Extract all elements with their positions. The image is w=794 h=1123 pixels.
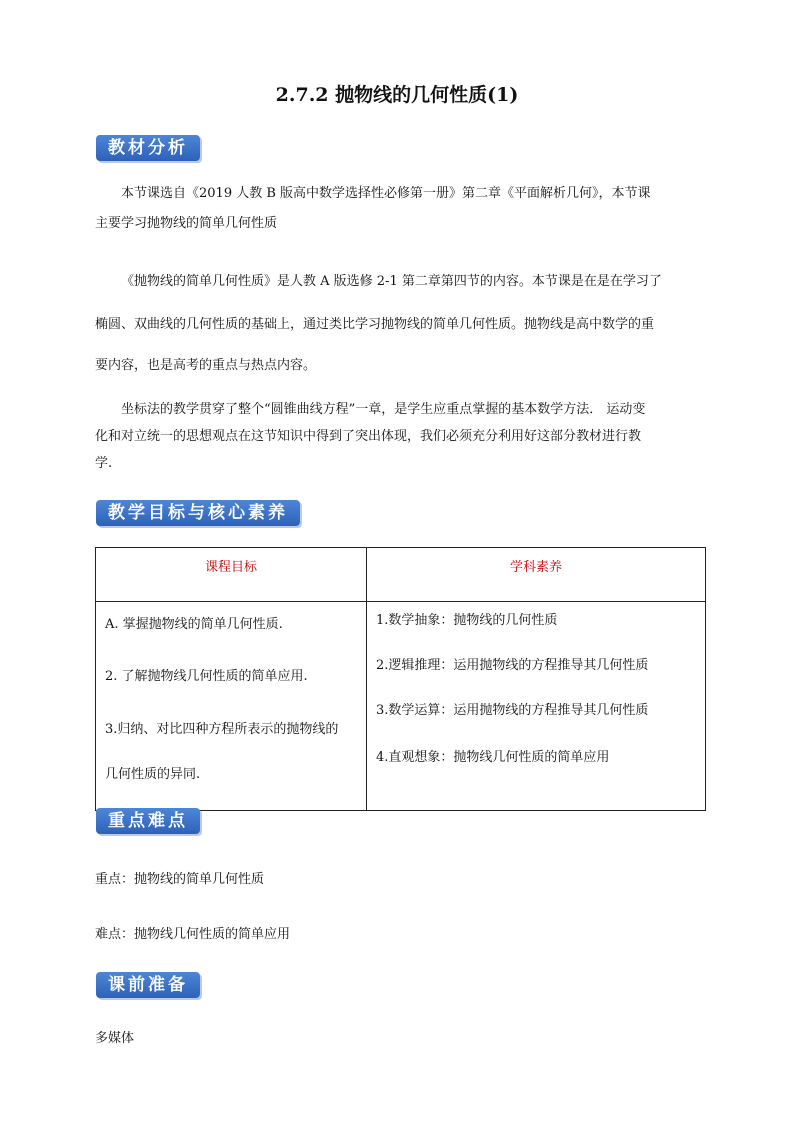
section-badge-textbook-analysis: 教材分析 [96, 135, 200, 161]
section-badge-key-points: 重点难点 [96, 808, 200, 834]
section-badge-preparation: 课前准备 [96, 972, 200, 998]
difficult-point-text: 难点：抛物线几何性质的简单应用 [95, 927, 291, 942]
course-goal-item: 3.归纳、对比四种方程所表示的抛物线的 [105, 722, 339, 737]
analysis-para-2-line-1: 《抛物线的简单几何性质》是人教 A 版选修 2-1 第二章第四节的内容。本节课是在是在学习了 [121, 274, 662, 289]
literacy-item: 4.直观想象：抛物线几何性质的简单应用 [376, 750, 610, 765]
table-header-course-goals: 课程目标 [96, 548, 367, 602]
course-goal-item: A. 掌握抛物线的简单几何性质. [105, 617, 283, 632]
analysis-para-3-line-3: 学. [95, 456, 113, 471]
analysis-para-1-line-1: 本节课选自《2019 人教 B 版高中数学选择性必修第一册》第二章《平面解析几何》，本节课 [121, 186, 651, 201]
objectives-table [95, 547, 706, 811]
literacy-item: 2.逻辑推理：运用抛物线的方程推导其几何性质 [376, 658, 649, 673]
course-goal-item: 2. 了解抛物线几何性质的简单应用. [105, 669, 308, 684]
preparation-text: 多媒体 [95, 1031, 135, 1046]
literacy-item: 1.数学抽象：抛物线的几何性质 [376, 613, 558, 628]
section-badge-objectives: 教学目标与核心素养 [96, 500, 300, 526]
analysis-para-2-line-3: 要内容，也是高考的重点与热点内容。 [95, 358, 317, 373]
course-goals-cell [97, 603, 365, 809]
subject-literacy-cell [368, 603, 704, 809]
literacy-item: 3.数学运算：运用抛物线的方程推导其几何性质 [376, 703, 649, 718]
page-title: 2.7.2 抛物线的几何性质(1) [275, 84, 519, 106]
analysis-para-1-line-2: 主要学习抛物线的简单几何性质 [95, 216, 278, 231]
table-header-subject-literacy: 学科素养 [367, 548, 706, 602]
analysis-para-3-line-1: 坐标法的教学贯穿了整个“圆锥曲线方程”一章，是学生应重点掌握的基本数学方法． 运动变 [121, 402, 646, 417]
key-point-text: 重点：抛物线的简单几何性质 [95, 872, 265, 887]
analysis-para-2-line-2: 椭圆、双曲线的几何性质的基础上，通过类比学习抛物线的简单几何性质。抛物线是高中数学的重 [95, 317, 655, 332]
course-goal-item-continued: 几何性质的异同. [105, 767, 201, 782]
analysis-para-3-line-2: 化和对立统一的思想观点在这节知识中得到了突出体现，我们必须充分利用好这部分教材进行教 [95, 429, 642, 444]
